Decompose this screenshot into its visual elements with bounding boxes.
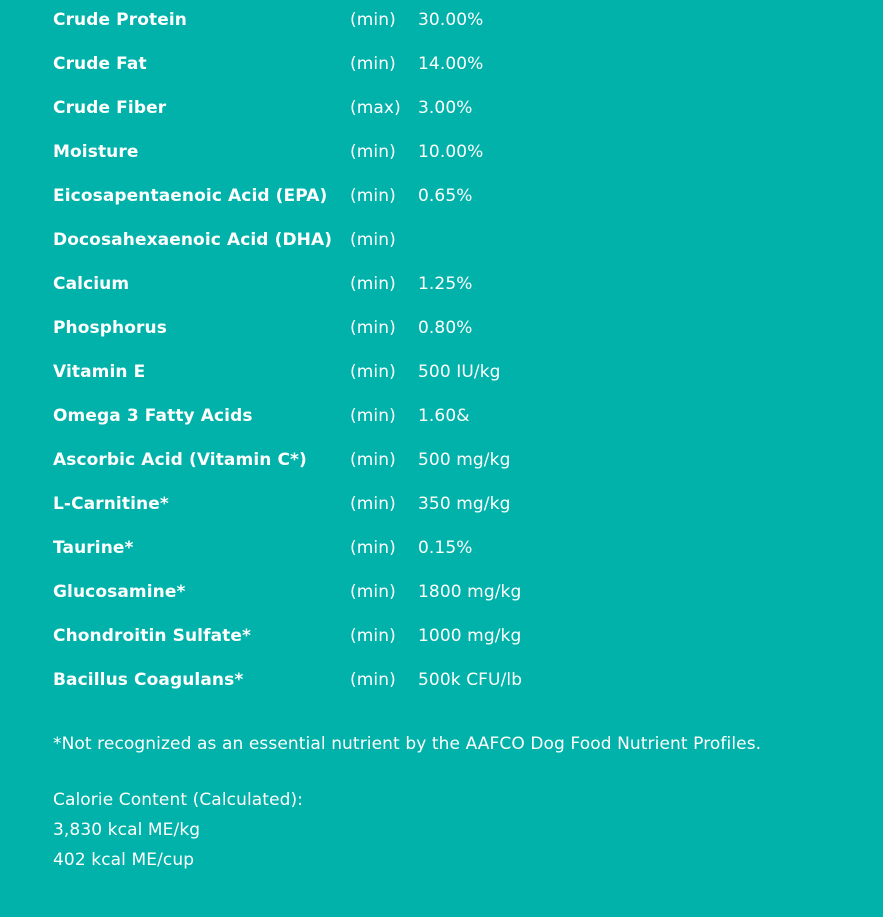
nutrient-value: 500k CFU/lb xyxy=(418,670,523,690)
nutrient-qualifier: (min) xyxy=(350,230,396,250)
analysis-row-epa xyxy=(53,183,873,227)
nutrient-qualifier: (min) xyxy=(350,318,396,338)
aafco-footnote: *Not recognized as an essential nutrient by the AAFCO Dog Food Nutrient Profiles. xyxy=(53,734,762,754)
nutrient-qualifier: (min) xyxy=(350,142,396,162)
nutrient-qualifier: (min) xyxy=(350,670,396,690)
nutrient-qualifier: (min) xyxy=(350,582,396,602)
nutrient-value: 10.00% xyxy=(418,142,484,162)
nutrient-value: 350 mg/kg xyxy=(418,494,511,514)
nutrient-value: 30.00% xyxy=(418,10,484,30)
nutrient-name: Crude Fat xyxy=(53,54,147,74)
nutrient-name: Phosphorus xyxy=(53,318,167,338)
nutrient-name: Glucosamine* xyxy=(53,582,186,602)
calorie-per-cup: 402 kcal ME/cup xyxy=(53,850,195,870)
nutrient-qualifier: (max) xyxy=(350,98,401,118)
analysis-row-ascorbic-acid xyxy=(53,447,873,491)
analysis-row-phosphorus xyxy=(53,315,873,359)
nutrient-name: Taurine* xyxy=(53,538,134,558)
nutrient-value: 1.25% xyxy=(418,274,473,294)
nutrient-value: 14.00% xyxy=(418,54,484,74)
analysis-row-crude-fiber xyxy=(53,95,873,139)
nutrient-qualifier: (min) xyxy=(350,186,396,206)
calorie-per-kg: 3,830 kcal ME/kg xyxy=(53,820,201,840)
analysis-row-bacillus-coagulans xyxy=(53,667,873,711)
analysis-row-glucosamine xyxy=(53,579,873,623)
analysis-row-taurine xyxy=(53,535,873,579)
nutrient-name: Moisture xyxy=(53,142,139,162)
nutrient-qualifier: (min) xyxy=(350,494,396,514)
nutrient-value: 1.60& xyxy=(418,406,470,426)
nutrient-name: Ascorbic Acid (Vitamin C*) xyxy=(53,450,307,470)
analysis-row-dha xyxy=(53,227,873,271)
nutrient-name: Docosahexaenoic Acid (DHA) xyxy=(53,230,333,250)
analysis-row-omega-3 xyxy=(53,403,873,447)
nutrient-qualifier: (min) xyxy=(350,450,396,470)
nutrient-name: Crude Fiber xyxy=(53,98,167,118)
nutrient-name: Eicosapentaenoic Acid (EPA) xyxy=(53,186,328,206)
nutrient-value: 0.80% xyxy=(418,318,473,338)
nutrient-name: Chondroitin Sulfate* xyxy=(53,626,251,646)
nutrient-value: 3.00% xyxy=(418,98,473,118)
analysis-row-l-carnitine xyxy=(53,491,873,535)
guaranteed-analysis-table xyxy=(53,7,873,711)
nutrient-qualifier: (min) xyxy=(350,538,396,558)
nutrient-value: 0.65% xyxy=(418,186,473,206)
nutrient-name: Crude Protein xyxy=(53,10,187,30)
nutrient-name: L-Carnitine* xyxy=(53,494,169,514)
analysis-row-calcium xyxy=(53,271,873,315)
nutrient-qualifier: (min) xyxy=(350,362,396,382)
nutrient-name: Omega 3 Fatty Acids xyxy=(53,406,253,426)
nutrient-value: 0.15% xyxy=(418,538,473,558)
calorie-content xyxy=(53,785,303,875)
nutrient-value: 1800 mg/kg xyxy=(418,582,522,602)
nutrient-value: 500 IU/kg xyxy=(418,362,501,382)
nutrient-name: Calcium xyxy=(53,274,130,294)
analysis-row-crude-protein xyxy=(53,7,873,51)
nutrient-value: 1000 mg/kg xyxy=(418,626,522,646)
nutrient-qualifier: (min) xyxy=(350,10,396,30)
nutrient-name: Vitamin E xyxy=(53,362,146,382)
nutrient-qualifier: (min) xyxy=(350,54,396,74)
nutrient-qualifier: (min) xyxy=(350,626,396,646)
nutrient-qualifier: (min) xyxy=(350,274,396,294)
nutrient-name: Bacillus Coagulans* xyxy=(53,670,244,690)
analysis-row-moisture xyxy=(53,139,873,183)
nutrient-value: 500 mg/kg xyxy=(418,450,511,470)
nutrient-qualifier: (min) xyxy=(350,406,396,426)
analysis-row-crude-fat xyxy=(53,51,873,95)
analysis-row-chondroitin-sulfate xyxy=(53,623,873,667)
analysis-row-vitamin-e xyxy=(53,359,873,403)
calorie-heading: Calorie Content (Calculated): xyxy=(53,790,304,810)
